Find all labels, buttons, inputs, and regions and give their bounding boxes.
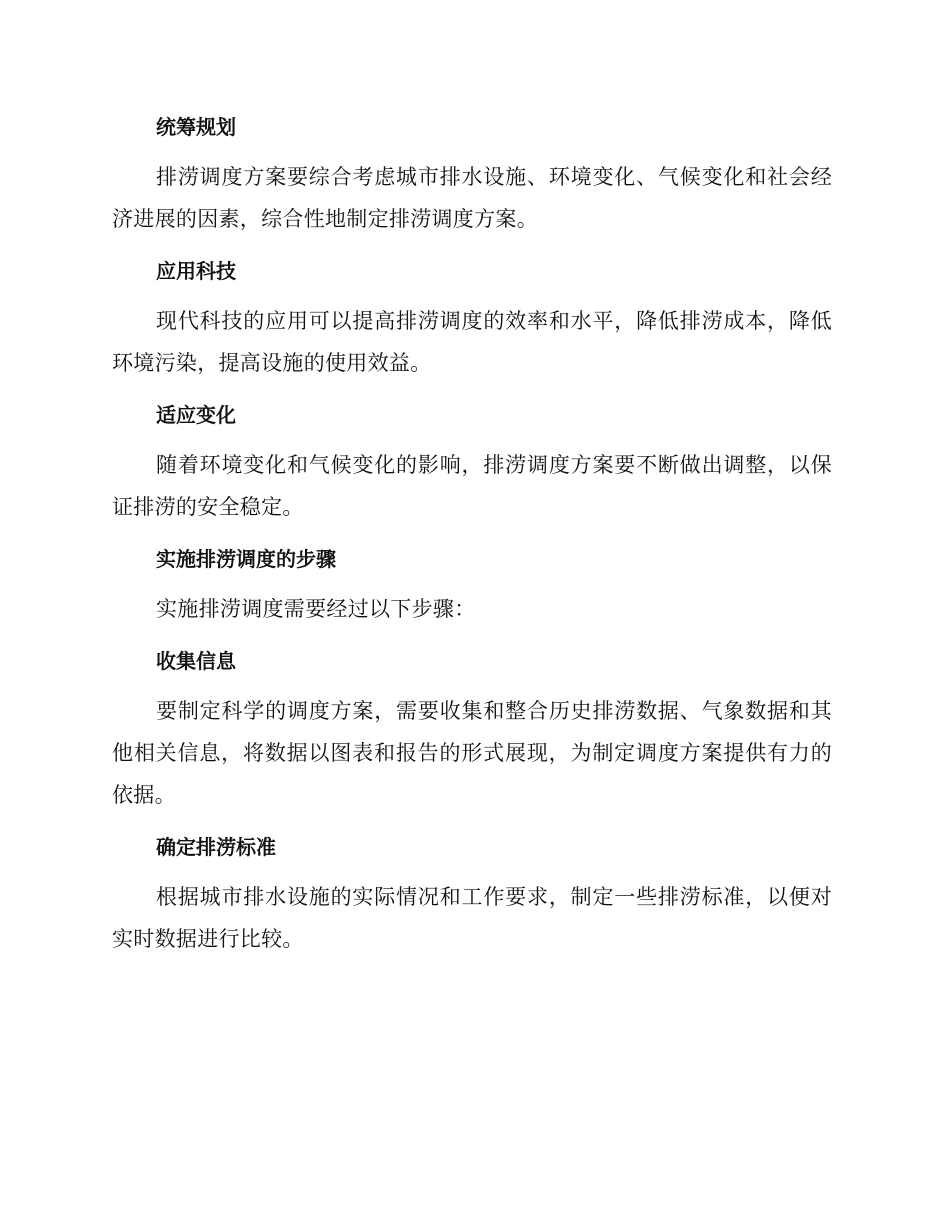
section-paragraph-apply-technology: 现代科技的应用可以提高排涝调度的效率和水平，降低排涝成本，降低环境污染，提高设施的使用效益。 [112, 309, 832, 375]
section-heading-adapt-to-change: 适应变化 [156, 403, 236, 427]
section-heading-apply-technology: 应用科技 [156, 259, 236, 283]
section-heading-overall-planning: 统筹规划 [156, 115, 236, 139]
section-paragraph-adapt-to-change: 随着环境变化和气候变化的影响，排涝调度方案要不断做出调整，以保证排涝的安全稳定。 [112, 453, 832, 519]
section-paragraph-collect-information: 要制定科学的调度方案，需要收集和整合历史排涝数据、气象数据和其他相关信息，将数据以图表和报告的形式展现，为制定调度方案提供有力的依据。 [112, 699, 832, 807]
section-paragraph-implementation-steps: 实施排涝调度需要经过以下步骤： [156, 597, 476, 621]
section-heading-collect-information: 收集信息 [156, 649, 236, 673]
section-paragraph-drainage-standards: 根据城市排水设施的实际情况和工作要求，制定一些排涝标准，以便对实时数据进行比较。 [112, 885, 832, 951]
section-heading-implementation-steps: 实施排涝调度的步骤 [156, 547, 336, 571]
document-content [112, 108, 832, 972]
section-heading-drainage-standards: 确定排涝标准 [156, 835, 276, 859]
section-paragraph-overall-planning: 排涝调度方案要综合考虑城市排水设施、环境变化、气候变化和社会经济进展的因素，综合性地制定排涝调度方案。 [112, 165, 832, 231]
